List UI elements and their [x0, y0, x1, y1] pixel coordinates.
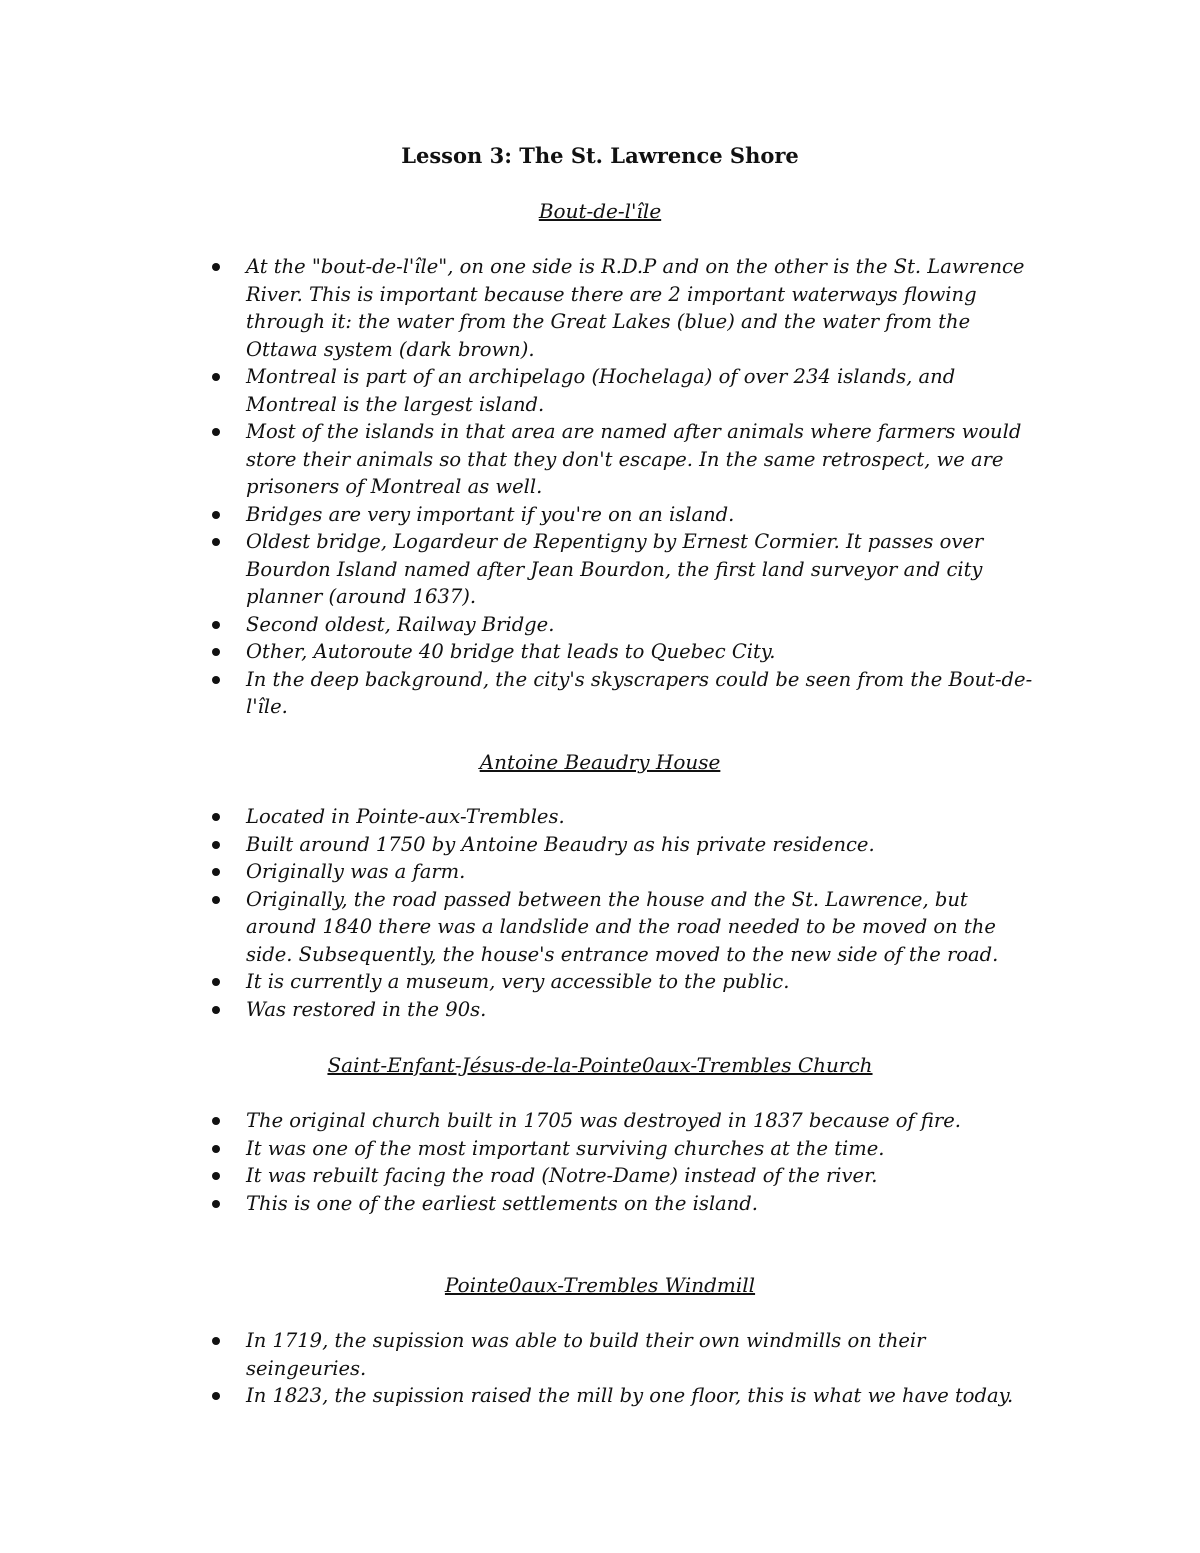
list-item-text: Most of the islands in that area are named after animals where farmers would store their animals so that they don't escape. In the same retrospect, we are prisoners of Montreal as well.: [246, 420, 1022, 498]
list-item-text: Built around 1750 by Antoine Beaudry as his private residence.: [246, 832, 875, 856]
section-heading-antoine-beaudry-house: Antoine Beaudry House: [479, 750, 721, 774]
list-item: [246, 968, 1036, 996]
list-item-text: This is one of the earliest settlements on the island.: [246, 1191, 758, 1215]
bullet-icon: [212, 1337, 220, 1345]
section-heading-windmill: Pointe0aux-Trembles Windmill: [444, 1273, 756, 1297]
list-item-text: Originally, the road passed between the house and the St. Lawrence, but around 1840 there was a landslide and the road needed to be moved on the side. Subsequently, the house's entrance moved to the new side of the road.: [246, 887, 999, 966]
list-item-text: In the deep background, the city's skyscrapers could be seen from the Bout-de-l'île.: [246, 667, 1033, 718]
list-item-text: Was restored in the 90s.: [246, 997, 487, 1021]
list-item: [246, 611, 1036, 639]
list-item-text: It was rebuilt facing the road (Notre-Dame) instead of the river.: [246, 1164, 878, 1187]
section-heading-bout-de-lile: Bout-de-l'île: [538, 199, 662, 223]
list-item: [246, 831, 1036, 859]
bullet-icon: [212, 428, 220, 436]
list-item-text: Bridges are very important if you're on an island.: [246, 502, 735, 526]
bullet-list-antoine-beaudry-house: [246, 803, 1036, 1023]
list-item: [246, 1190, 1036, 1218]
bullet-icon: [212, 1117, 220, 1125]
bullet-icon: [212, 841, 220, 849]
bullet-icon: [212, 621, 220, 629]
list-item-text: Originally was a farm.: [246, 860, 466, 883]
list-item: [246, 253, 1036, 363]
bullet-icon: [212, 868, 220, 876]
list-item: [246, 1382, 1036, 1410]
list-item: [246, 996, 1036, 1024]
list-item-text: Montreal is part of an archipelago (Hochelaga) of over 234 islands, and Montreal is the largest island.: [246, 365, 956, 416]
list-item: [246, 886, 1036, 969]
bullet-icon: [212, 813, 220, 821]
bullet-icon: [212, 1200, 220, 1208]
list-item-text: At the "bout-de-l'île", on one side is R.D.P and on the other is the St. Lawrence River. This is important because there are 2 important waterways flowing through it: the water from the Great Lakes (blue) and the water from the Ottawa system (dark brown).: [246, 255, 1025, 361]
list-item-text: In 1823, the supission raised the mill by one floor, this is what we have today.: [246, 1384, 1014, 1407]
list-item: [246, 418, 1036, 501]
bullet-icon: [212, 511, 220, 519]
bullet-icon: [212, 538, 220, 546]
list-item: [246, 1162, 1036, 1190]
bullet-icon: [212, 978, 220, 986]
section-heading-church: Saint-Enfant-Jésus-de-la-Pointe0aux-Trembles Church: [327, 1053, 873, 1077]
list-item: [246, 858, 1036, 886]
list-item-text: In 1719, the supission was able to build their own windmills on their seingeuries.: [246, 1329, 926, 1380]
list-item: [246, 501, 1036, 529]
list-item-text: It was one of the most important surviving churches at the time.: [246, 1136, 885, 1160]
bullet-icon: [212, 1006, 220, 1014]
bullet-icon: [212, 1392, 220, 1400]
list-item-text: The original church built in 1705 was destroyed in 1837 because of fire.: [246, 1109, 961, 1132]
list-item: [246, 363, 1036, 418]
list-item: [246, 638, 1036, 666]
list-item: [246, 803, 1036, 831]
bullet-icon: [212, 373, 220, 381]
list-item-text: Other, Autoroute 40 bridge that leads to Quebec City.: [246, 640, 776, 663]
list-item: [246, 528, 1036, 611]
list-item: [246, 1107, 1036, 1135]
page-title: Lesson 3: The St. Lawrence Shore: [401, 143, 799, 168]
list-item: [246, 1135, 1036, 1163]
bullet-icon: [212, 648, 220, 656]
list-item-text: Second oldest, Railway Bridge.: [246, 612, 555, 636]
bullet-icon: [212, 1172, 220, 1180]
list-item-text: Oldest bridge, Logardeur de Repentigny by Ernest Cormier. It passes over Bourdon Island named after Jean Bourdon, the first land surveyor and city planner (around 1637).: [246, 530, 984, 608]
bullet-list-church: [246, 1107, 1036, 1217]
bullet-icon: [212, 676, 220, 684]
bullet-list-bout-de-lile: [246, 253, 1036, 721]
list-item-text: Located in Pointe-aux-Trembles.: [246, 805, 565, 828]
list-item: [246, 1327, 1036, 1382]
bullet-icon: [212, 1145, 220, 1153]
bullet-icon: [212, 263, 220, 271]
list-item-text: It is currently a museum, very accessible to the public.: [246, 970, 790, 993]
bullet-icon: [212, 896, 220, 904]
list-item: [246, 666, 1036, 721]
bullet-list-windmill: [246, 1327, 1036, 1410]
